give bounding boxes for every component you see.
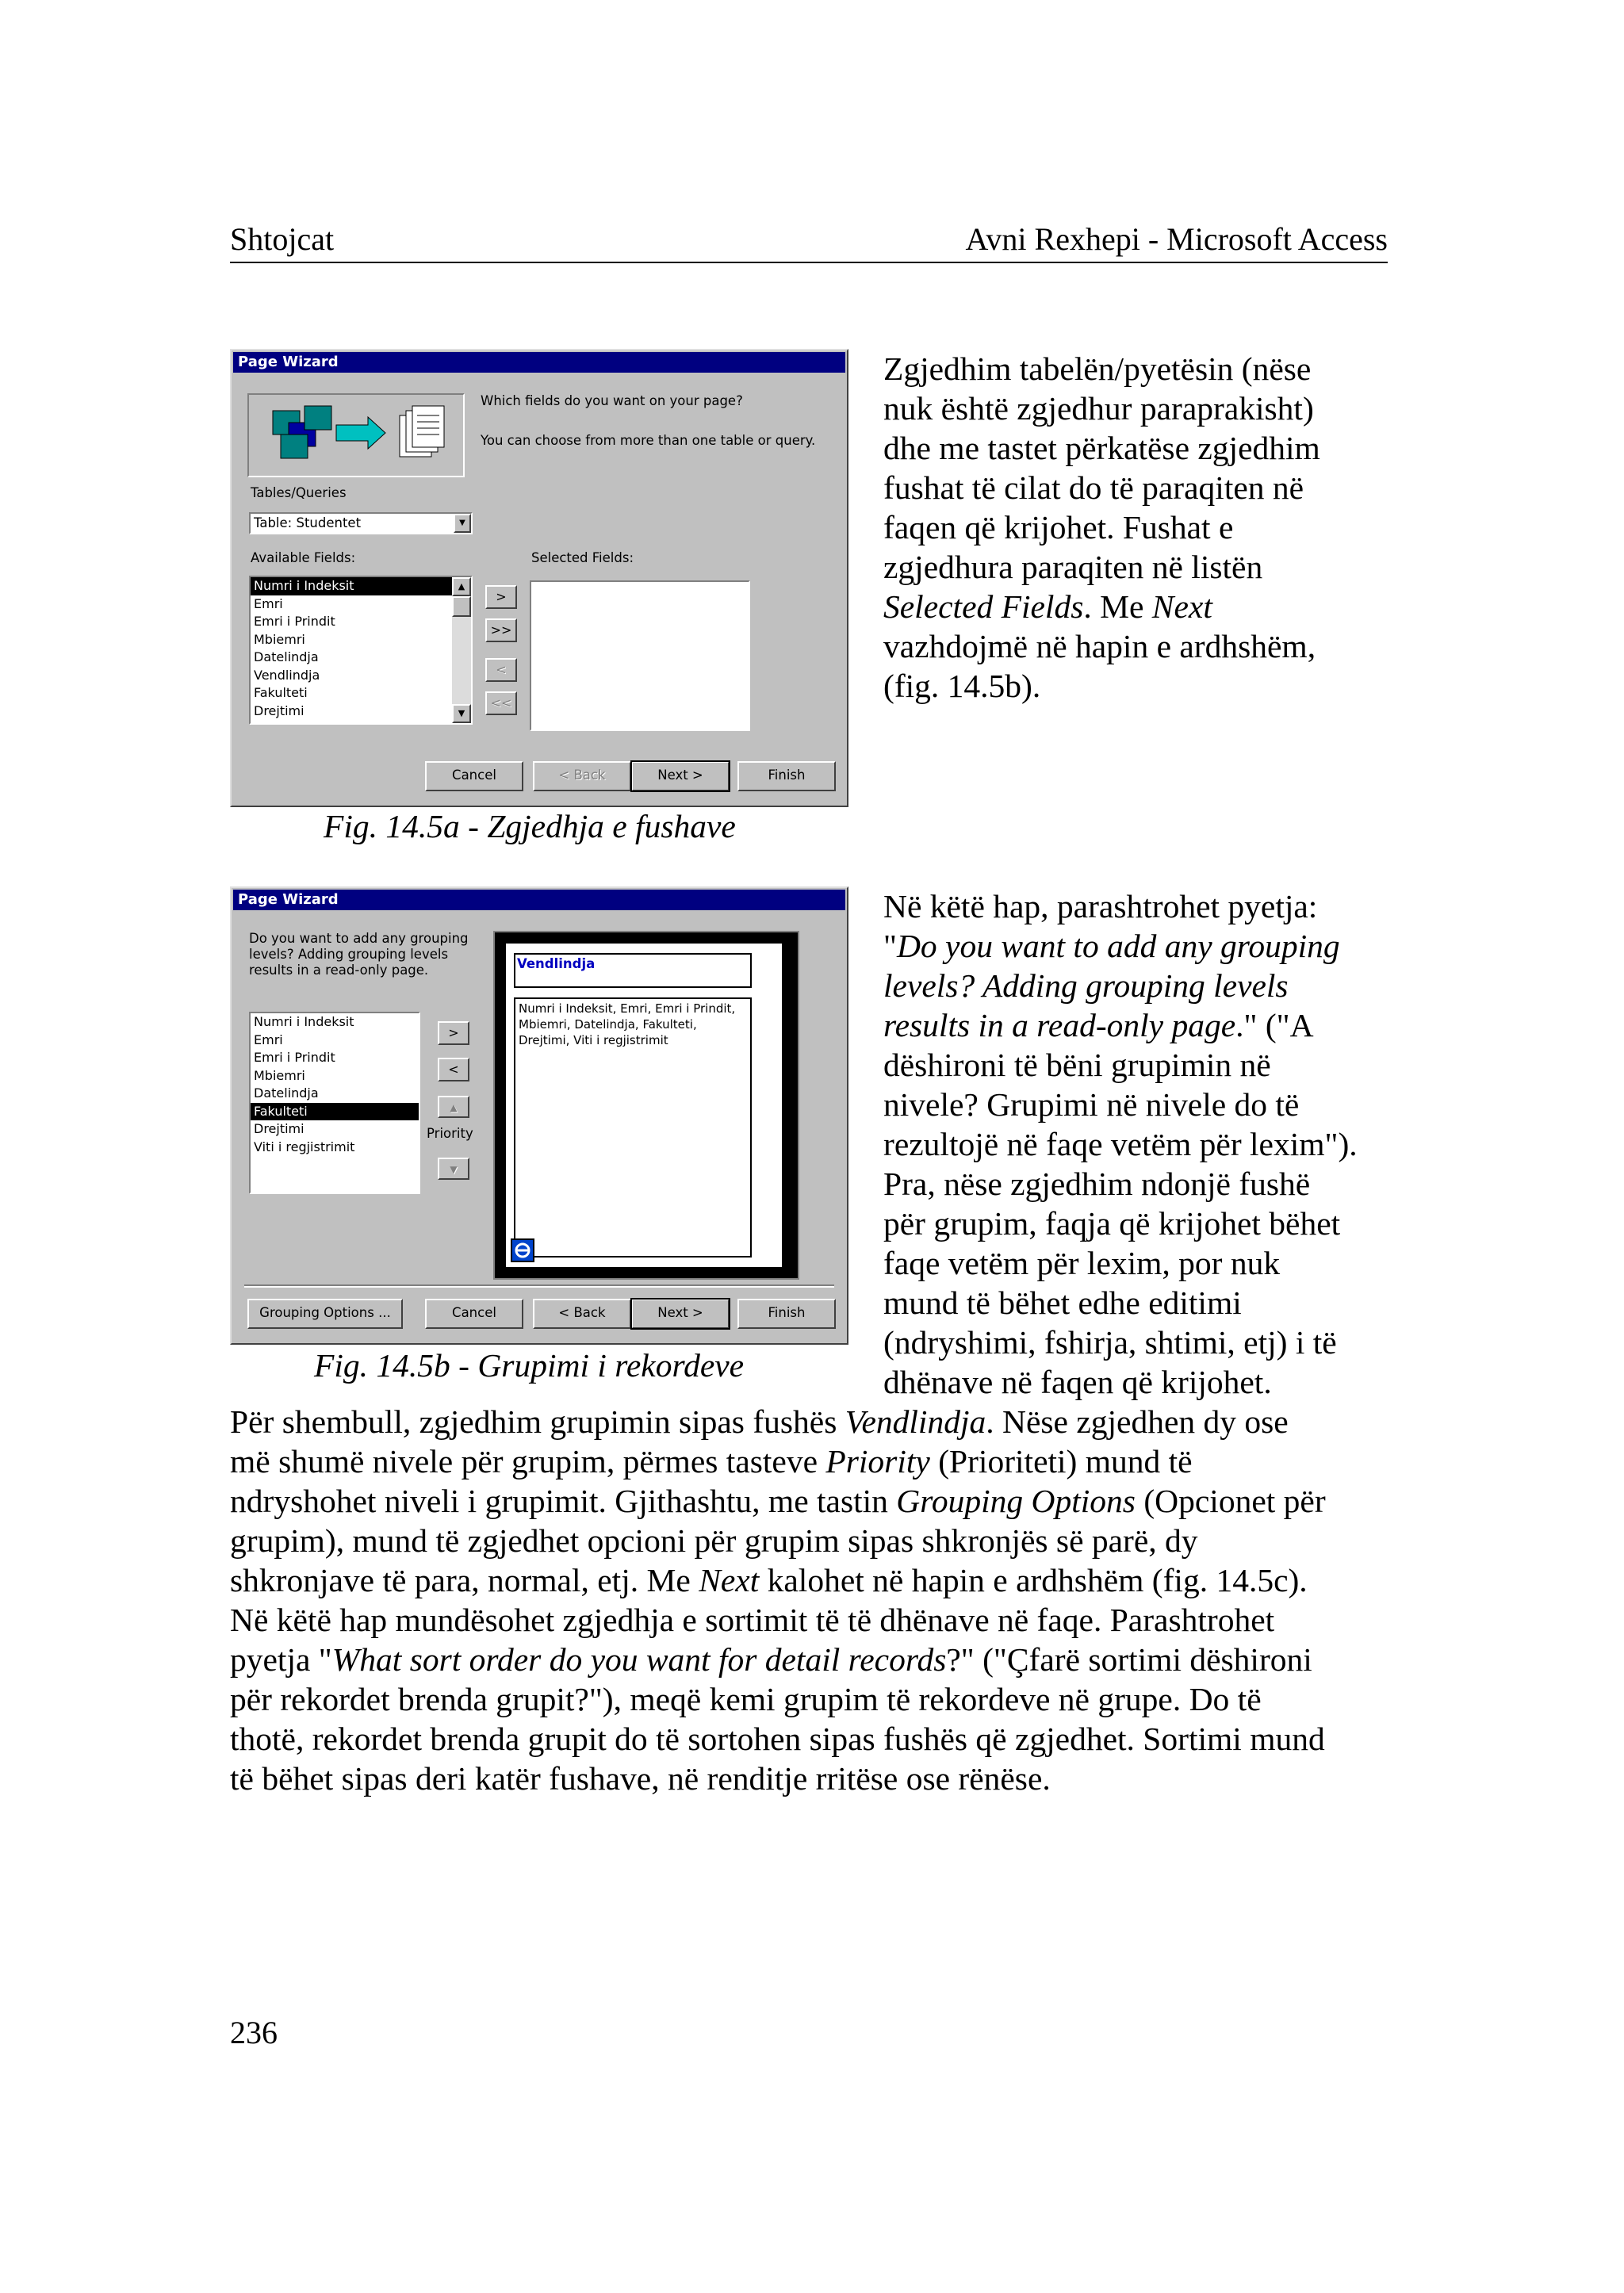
text-line [230, 1600, 1326, 1640]
scroll-down-icon[interactable]: ▼ [452, 704, 471, 723]
text-line [883, 1124, 1358, 1164]
text-line [883, 349, 1320, 389]
text-run: Pra, nëse zgjedhim ndonjë fushë [883, 1166, 1311, 1202]
text-run: zgjedhura paraqiten në listën [883, 549, 1263, 585]
text-run: kalohet në hapin e ardhshëm (fig. 14.5c). [759, 1562, 1308, 1598]
back-button[interactable]: < Back [533, 761, 631, 791]
grouping-fields-list[interactable] [249, 1012, 420, 1194]
text-line [883, 926, 1358, 966]
next-button[interactable]: Next > [631, 761, 730, 791]
scroll-up-icon[interactable]: ▲ [452, 577, 471, 596]
priority-down-icon[interactable]: ▼ [438, 1158, 469, 1180]
available-fields-list[interactable] [249, 576, 473, 725]
text-line [883, 1005, 1358, 1045]
text-line [883, 1323, 1358, 1362]
text-run: Në këtë hap, parashtrohet pyetja: [883, 888, 1318, 924]
remove-field-button[interactable]: < [485, 658, 517, 682]
text-line [883, 507, 1320, 547]
text-run: (ndryshimi, fshirja, shtimi, etj) i të [883, 1324, 1337, 1361]
text-run: dëshironi të bëni grupimin në [883, 1047, 1271, 1083]
text-run: Për shembull, zgjedhim grupimin sipas fushës [230, 1403, 845, 1440]
text-run: grupim), mund të zgjedhet opcioni për grupim sipas shkronjës së parë, dy [230, 1522, 1198, 1559]
figure-a-caption: Fig. 14.5a - Zgjedhja e fushave [324, 808, 736, 844]
text-run: Në këtë hap mundësohet zgjedhja e sortimit të të dhënave në faqe. Parashtrohet [230, 1602, 1275, 1638]
text-line [230, 1402, 1326, 1441]
text-line [883, 547, 1320, 587]
text-line [883, 1283, 1358, 1323]
italic-text: Next [699, 1562, 760, 1598]
text-run: fushat të cilat do të paraqiten në [883, 469, 1304, 506]
wizard-illustration-icon [247, 393, 465, 477]
text-line [883, 1085, 1358, 1124]
grouping-question-line-1: Do you want to add any grouping [249, 931, 469, 946]
text-line [230, 1560, 1326, 1600]
text-run: vazhdojmë në hapin e ardhshëm, [883, 628, 1316, 664]
dropdown-arrow-icon[interactable]: ▼ [454, 514, 471, 533]
priority-label: Priority [427, 1126, 473, 1141]
text-line [230, 1481, 1326, 1521]
text-line [230, 1441, 1326, 1481]
paragraph-grouping [883, 886, 1358, 1402]
available-fields-label: Available Fields: [251, 550, 356, 565]
text-run: (Prioriteti) mund të [929, 1443, 1193, 1480]
wizard-question: Which fields do you want on your page? [481, 393, 743, 408]
text-line [883, 1243, 1358, 1283]
paragraph-field-selection [883, 349, 1320, 706]
text-line [230, 1719, 1326, 1759]
text-run: për grupim, faqja që krijohet bëhet [883, 1205, 1341, 1242]
list-item[interactable]: Mbiemri [254, 1067, 305, 1083]
text-run: " [883, 928, 897, 964]
dialog-title: Page Wizard [233, 890, 845, 910]
grouping-question-line-2: levels? Adding grouping levels [249, 947, 449, 962]
text-run: nuk është zgjedhur paraprakisht) [883, 390, 1314, 427]
list-item[interactable]: Emri i Prindit [254, 1050, 335, 1065]
dialog-divider [244, 1284, 834, 1288]
list-item[interactable]: Emri [254, 1032, 283, 1047]
group-body-line: Drejtimi, Viti i regjistrimit [519, 1033, 668, 1047]
text-run: pyetja " [230, 1641, 332, 1678]
text-run: mund të bëhet edhe editimi [883, 1284, 1242, 1321]
text-run: dhënave në faqen që krijohet. [883, 1364, 1272, 1400]
text-run: shkronjave të para, normal, etj. Me [230, 1562, 699, 1598]
list-item[interactable]: Emri i Prindit [254, 614, 335, 629]
text-line [230, 1679, 1326, 1719]
text-line [883, 389, 1320, 428]
italic-text: Selected Fields [883, 588, 1084, 625]
text-line [883, 666, 1320, 706]
cancel-button[interactable]: Cancel [425, 1299, 523, 1329]
text-run: (Opcionet për [1135, 1483, 1326, 1519]
italic-text: results in a read-only page [883, 1007, 1236, 1043]
text-line [883, 1045, 1358, 1085]
text-run: faqen që krijohet. Fushat e [883, 509, 1234, 545]
add-group-level-button[interactable]: > [438, 1021, 469, 1045]
page-number: 236 [230, 2015, 278, 2050]
remove-all-fields-button[interactable]: << [485, 691, 517, 715]
list-item[interactable]: Numri i Indeksit [254, 1014, 354, 1029]
text-run: më shumë nivele për grupim, përmes tasteve [230, 1443, 826, 1480]
list-item[interactable]: Emri [254, 595, 283, 611]
running-head-right: Avni Rexhepi - Microsoft Access [965, 221, 1388, 257]
text-line [883, 966, 1358, 1005]
list-item[interactable]: Mbiemri [254, 631, 305, 647]
text-run: nivele? Grupimi në nivele do të [883, 1086, 1300, 1123]
italic-text: Do you want to add any grouping [896, 928, 1340, 964]
text-line [883, 1362, 1358, 1402]
table-select-value: Table: Studentet [254, 515, 362, 530]
italic-text: What sort order do you want for detail records [331, 1641, 947, 1678]
group-header-label: Vendlindja [517, 956, 596, 971]
text-line [883, 428, 1320, 468]
list-item[interactable]: Numri i Indeksit [251, 577, 452, 595]
paragraph-grouping-details [230, 1402, 1326, 1798]
add-field-button[interactable]: > [485, 585, 517, 609]
text-run: Zgjedhim tabelën/pyetësin (nëse [883, 350, 1312, 387]
page-wizard-grouping-screenshot [230, 886, 848, 1345]
text-run: (fig. 14.5b). [883, 668, 1041, 704]
back-button[interactable]: < Back [533, 1299, 631, 1329]
text-run: . Me [1083, 588, 1152, 625]
text-line [883, 886, 1358, 926]
text-line [230, 1521, 1326, 1560]
group-header-box [514, 953, 752, 988]
next-button[interactable]: Next > [631, 1299, 730, 1329]
list-item[interactable]: Fakulteti [251, 1103, 419, 1121]
text-line [883, 468, 1320, 507]
list-item[interactable]: Viti i regjistrimit [254, 1139, 355, 1154]
list-item[interactable]: Datelindja [254, 649, 319, 664]
text-run: dhe me tastet përkatëse zgjedhim [883, 430, 1320, 466]
text-run: për rekordet brenda grupit?"), meqë kemi grupim të rekordeve në grupe. Do të [230, 1681, 1262, 1717]
add-all-fields-button[interactable]: >> [485, 618, 517, 642]
figure-b-caption: Fig. 14.5b - Grupimi i rekordeve [314, 1347, 745, 1384]
text-run: ndryshohet niveli i grupimit. Gjithashtu, me tastin [230, 1483, 897, 1519]
text-run: ?" ("Çfarë sortimi dëshironi [946, 1641, 1312, 1678]
running-head-left: Shtojcat [230, 221, 335, 257]
text-line [883, 626, 1320, 666]
scroll-thumb[interactable] [452, 596, 471, 617]
list-item[interactable]: Vendlindja [254, 667, 320, 683]
group-body-box [514, 997, 752, 1258]
available-fields-items [251, 577, 452, 720]
finish-button[interactable]: Finish [737, 761, 836, 791]
italic-text: levels? Adding grouping levels [883, 967, 1289, 1004]
finish-button[interactable]: Finish [737, 1299, 836, 1329]
group-body-line: Numri i Indeksit, Emri, Emri i Prindit, [519, 1001, 736, 1016]
italic-text: Grouping Options [896, 1483, 1136, 1519]
group-body-line: Mbiemri, Datelindja, Fakulteti, [519, 1017, 697, 1032]
text-run: ." ("A [1235, 1007, 1314, 1043]
selected-fields-label: Selected Fields: [531, 550, 634, 565]
text-run: faqe vetëm për lexim, por nuk [883, 1245, 1281, 1281]
list-item[interactable]: Fakulteti [254, 685, 308, 700]
available-fields-scrollbar[interactable] [452, 577, 471, 723]
wizard-hint: You can choose from more than one table or query. [481, 433, 816, 448]
priority-up-icon[interactable]: ▲ [438, 1096, 469, 1118]
italic-text: Vendlindja [845, 1403, 986, 1440]
text-line [883, 1164, 1358, 1204]
selected-fields-list[interactable] [530, 580, 750, 731]
text-run: rezultojë në faqe vetëm për lexim"). [883, 1126, 1358, 1162]
text-line [230, 1759, 1326, 1798]
grouping-question-line-3: results in a read-only page. [249, 963, 429, 978]
table-select[interactable] [249, 512, 473, 534]
cancel-button[interactable]: Cancel [425, 761, 523, 791]
text-line [883, 587, 1320, 626]
page-wizard-fields-screenshot [230, 349, 848, 807]
grouping-options-button[interactable]: Grouping Options ... [247, 1299, 403, 1329]
text-run: të bëhet sipas deri katër fushave, në renditje rritëse ose rënëse. [230, 1760, 1051, 1797]
text-line [230, 1640, 1326, 1679]
text-line [883, 1204, 1358, 1243]
running-head [230, 219, 1388, 263]
dialog-title: Page Wizard [233, 352, 845, 373]
italic-text: Priority [825, 1443, 930, 1480]
grouping-preview [493, 931, 799, 1280]
remove-group-level-button[interactable]: < [438, 1058, 469, 1081]
italic-text: Next [1151, 588, 1212, 625]
text-run: . Nëse zgjedhen dy ose [986, 1403, 1289, 1440]
list-item[interactable]: Datelindja [254, 1085, 319, 1101]
tables-queries-label: Tables/Queries [251, 485, 347, 500]
preview-page [504, 942, 783, 1269]
list-item[interactable]: Drejtimi [254, 1121, 304, 1136]
list-item[interactable]: Drejtimi [254, 702, 304, 718]
preview-app-icon [511, 1238, 534, 1262]
text-run: thotë, rekordet brenda grupit do të sortohen sipas fushës që zgjedhet. Sortimi mund [230, 1721, 1325, 1757]
